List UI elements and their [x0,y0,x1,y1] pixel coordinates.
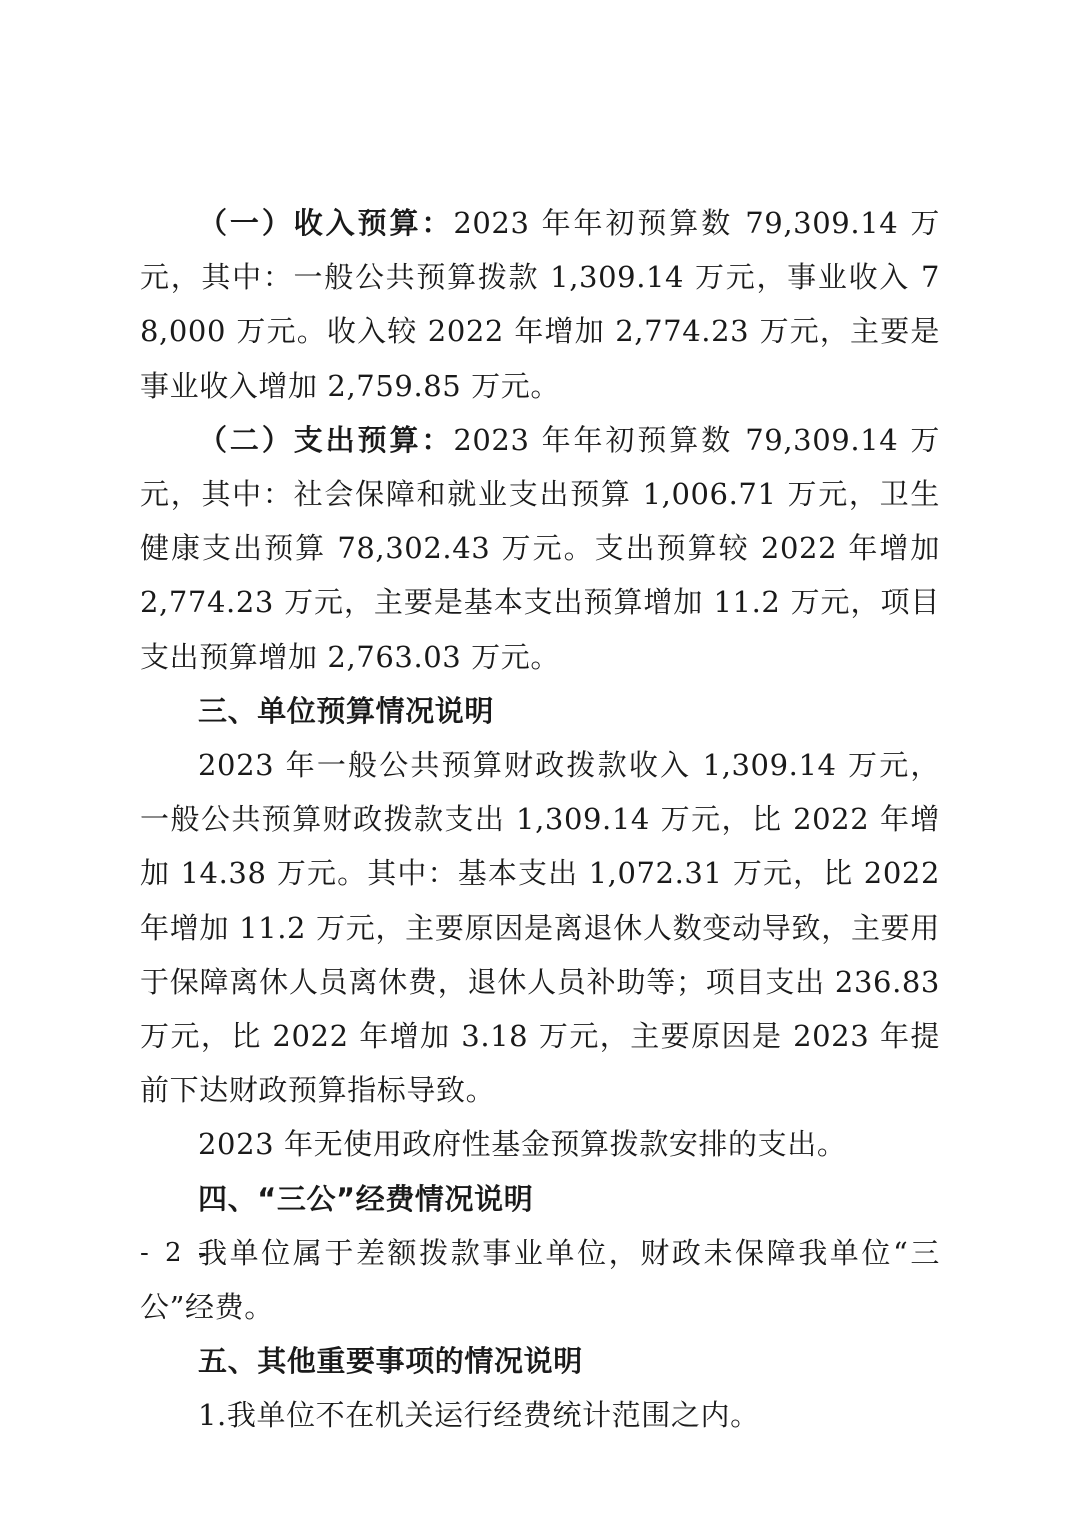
expense-budget-lead: （二）支出预算： [198,422,454,457]
section-5-paragraph-1: 1.我单位不在机关运行经费统计范围之内。 [198,1398,760,1433]
income-budget-text: 2023 年年初预算数 79,309.14 万元，其中：一般公共预算拨款 1,309.14 万元，事业收入 78,000 万元。收入较 2022 年增加 2,774.23 万元，主要是事业收入增加 2,759.85 万元。 [140,206,940,403]
section-4-paragraph-1: 我单位属于差额拨款事业单位，财政未保障我单位“三公”经费。 [140,1235,940,1325]
section-3-paragraph-1: 2023 年一般公共预算财政拨款收入 1,309.14 万元，一般公共预算财政拨款支出 1,309.14 万元，比 2022 年增加 14.38 万元。其中：基本支出 1,072.31 万元，比 2022 年增加 11.2 万元，主要原因是离退休人数变动导致，主要用于保障离休人员离休费，退休人员补助等；项目支出 236.83 万元，比 2022 年增加 3.18 万元，主要原因是 2023 年提前下达财政预算指标导致。 [140,748,940,1108]
document-body [140,196,940,1443]
page-number: - 2 - [140,1238,211,1268]
expense-budget-paragraph [140,413,940,684]
section-4-heading: 四、“三公”经费情况说明 [198,1181,534,1216]
section-3-heading: 三、单位预算情况说明 [198,693,495,728]
section-3-paragraph-2: 2023 年无使用政府性基金预算拨款安排的支出。 [198,1127,847,1162]
income-budget-paragraph [140,196,940,413]
income-budget-lead: （一）收入预算： [198,206,454,240]
section-5-heading: 五、其他重要事项的情况说明 [198,1344,583,1379]
expense-budget-text: 2023 年年初预算数 79,309.14 万元，其中：社会保障和就业支出预算 1,006.71 万元，卫生健康支出预算 78,302.43 万元。支出预算较 2022 年增加 2,774.23 万元，主要是基本支出预算增加 11.2 万元，项目支出预算增加 2,763.03 万元。 [140,422,940,674]
